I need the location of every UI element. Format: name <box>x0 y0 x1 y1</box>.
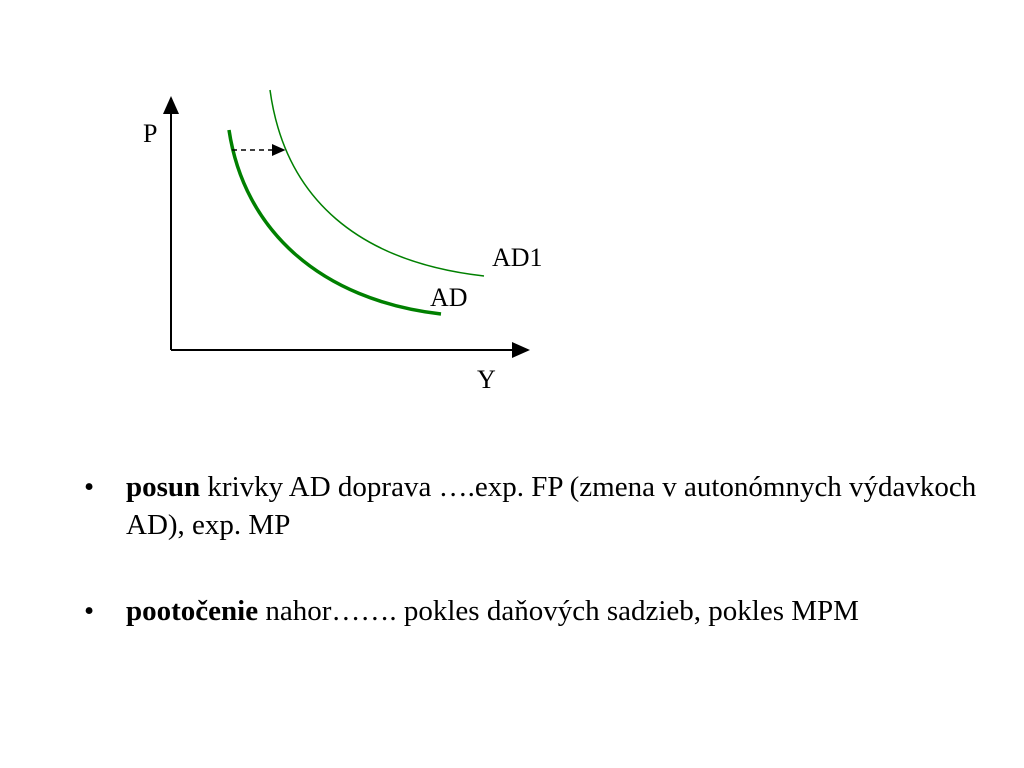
x-axis-label: Y <box>477 365 496 394</box>
y-axis-label: P <box>143 119 158 148</box>
bullet-pootocenie <box>84 592 984 630</box>
bullet-list <box>84 468 984 678</box>
bullet-text: nahor……. pokles daňových sadzieb, pokles MPM <box>258 595 859 627</box>
bullet-bold-term: pootočenie <box>126 595 259 627</box>
ad-curve <box>229 130 441 314</box>
ad1-curve <box>270 90 484 276</box>
bullet-posun <box>84 468 984 544</box>
bullet-marker: • <box>84 595 95 627</box>
bullet-marker: • <box>84 471 95 503</box>
ad1-label: AD1 <box>492 243 543 272</box>
bullet-bold-term: posun <box>126 471 201 503</box>
ad-label: AD <box>430 283 468 312</box>
bullet-text: krivky AD doprava ….exp. FP (zmena v autonómnych výdavkoch AD), exp. MP <box>126 471 977 541</box>
